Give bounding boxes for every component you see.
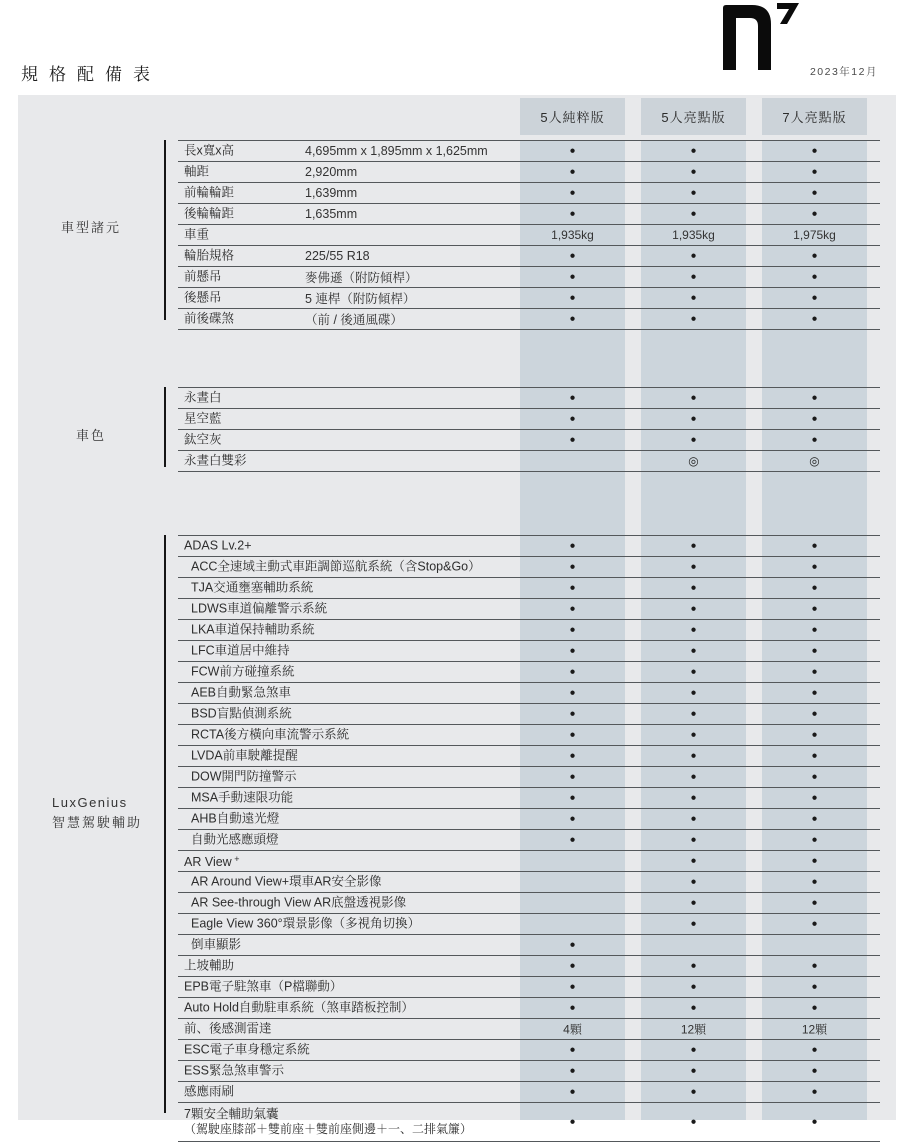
- value-cell: ◎: [688, 454, 699, 468]
- value-cell: ●: [569, 392, 576, 404]
- value-cell: ●: [569, 771, 576, 783]
- value-cell: ●: [690, 208, 697, 220]
- table-row: [178, 387, 880, 409]
- table-row: [178, 183, 880, 204]
- value-cell: ●: [690, 313, 697, 325]
- value-cell: ●: [569, 1116, 576, 1128]
- value-cell: ●: [690, 666, 697, 678]
- feature-label: 前、後感測雷達: [184, 1021, 272, 1036]
- value-cell: ●: [569, 750, 576, 762]
- value-cell: ●: [690, 187, 697, 199]
- table-row: [178, 683, 880, 704]
- value-cell: ●: [569, 960, 576, 972]
- table-row: [178, 620, 880, 641]
- value-cell: ●: [811, 1086, 818, 1098]
- table-row: [178, 204, 880, 225]
- value-cell: ●: [569, 1044, 576, 1056]
- feature-label: 前懸吊: [184, 269, 222, 284]
- value-cell: 1,975kg: [793, 228, 836, 242]
- page-title: 規格配備表: [21, 65, 161, 84]
- section-luxgenius-rows: [178, 535, 880, 1142]
- table-row: [178, 1019, 880, 1040]
- value-cell: ●: [569, 939, 576, 951]
- feature-label: AR See-through View AR底盤透視影像: [191, 895, 407, 910]
- spec-value: （前 / 後通風碟）: [305, 313, 403, 327]
- feature-label: 輪胎規格: [184, 248, 235, 263]
- value-cell: ●: [690, 413, 697, 425]
- luxgenius-label-line1: LuxGenius: [52, 795, 128, 810]
- value-cell: ●: [569, 413, 576, 425]
- feature-label: 長x寬x高: [184, 143, 235, 158]
- value-cell: ●: [690, 1002, 697, 1014]
- value-cell: ●: [811, 145, 818, 157]
- value-cell: ●: [690, 729, 697, 741]
- value-cell: ●: [811, 876, 818, 888]
- value-cell: ◎: [809, 454, 820, 468]
- value-cell: ●: [811, 981, 818, 993]
- document-date: 2023年12月: [809, 66, 878, 78]
- feature-label: 永晝白: [184, 390, 222, 405]
- feature-label: 軸距: [184, 164, 210, 179]
- feature-label: 7顆安全輔助氣囊 （駕駛座膝部＋雙前座＋雙前座側邊＋一、二排氣簾）: [184, 1107, 473, 1136]
- value-cell: ●: [690, 876, 697, 888]
- table-row: [178, 830, 880, 851]
- feature-label: 上坡輔助: [184, 958, 235, 973]
- feature-label: 車重: [184, 227, 210, 242]
- table-row: [178, 430, 880, 451]
- column-header-trim-3: 7人亮點版: [762, 98, 867, 135]
- spec-value: 5 連桿（附防傾桿）: [305, 292, 416, 306]
- value-cell: ●: [811, 434, 818, 446]
- value-cell: ●: [569, 1002, 576, 1014]
- value-cell: ●: [569, 208, 576, 220]
- feature-label: TJA交通壅塞輔助系統: [191, 580, 314, 595]
- feature-label: 永晝白雙彩: [184, 453, 247, 468]
- table-row: [178, 746, 880, 767]
- spec-value: 2,920mm: [305, 165, 358, 179]
- table-row: [178, 309, 880, 330]
- value-cell: ●: [811, 187, 818, 199]
- value-cell: ●: [569, 561, 576, 573]
- value-cell: ●: [690, 645, 697, 657]
- value-cell: 12顆: [801, 1022, 828, 1037]
- feature-label: AHB自動遠光燈: [191, 811, 280, 826]
- feature-label: FCW前方碰撞系統: [191, 664, 295, 679]
- feature-label: AR Around View+環車AR安全影像: [191, 874, 382, 889]
- table-row: [178, 725, 880, 746]
- table-row: [178, 788, 880, 809]
- table-row: [178, 998, 880, 1019]
- feature-label: ADAS Lv.2+: [184, 538, 252, 553]
- spec-table: [18, 95, 896, 1136]
- value-cell: ●: [569, 250, 576, 262]
- table-row: [178, 599, 880, 620]
- feature-label: 鈦空灰: [184, 432, 222, 447]
- value-cell: ●: [811, 292, 818, 304]
- value-cell: ●: [569, 813, 576, 825]
- section-rule-specs: [164, 140, 166, 320]
- spec-value: 1,639mm: [305, 186, 358, 200]
- value-cell: ●: [690, 250, 697, 262]
- table-row: [178, 267, 880, 288]
- value-cell: ●: [690, 981, 697, 993]
- table-row: [178, 977, 880, 998]
- value-cell: ●: [690, 750, 697, 762]
- value-cell: ●: [569, 540, 576, 552]
- value-cell: ●: [811, 392, 818, 404]
- value-cell: ●: [690, 813, 697, 825]
- value-cell: ●: [811, 540, 818, 552]
- value-cell: ●: [811, 960, 818, 972]
- value-cell: ●: [690, 292, 697, 304]
- value-cell: ●: [811, 1044, 818, 1056]
- section-label-specs: 車型諸元: [60, 220, 121, 235]
- table-row: [178, 662, 880, 683]
- value-cell: ●: [569, 434, 576, 446]
- feature-label: LKA車道保持輔助系統: [191, 622, 315, 637]
- value-cell: ●: [569, 292, 576, 304]
- section-label-colors: 車色: [75, 428, 106, 443]
- table-row: [178, 893, 880, 914]
- feature-label: ACC全速域主動式車距調節巡航系統（含Stop&Go）: [191, 559, 481, 574]
- table-row: [178, 809, 880, 830]
- feature-label: 前後碟煞: [184, 311, 235, 326]
- value-cell: 1,935kg: [551, 228, 594, 242]
- value-cell: ●: [569, 145, 576, 157]
- value-cell: ●: [690, 792, 697, 804]
- value-cell: 12顆: [680, 1022, 707, 1037]
- table-row: [178, 956, 880, 977]
- value-cell: ●: [569, 603, 576, 615]
- feature-label: 倒車顯影: [191, 937, 242, 952]
- spec-value: 225/55 R18: [305, 249, 370, 263]
- feature-label: 後輪輪距: [184, 206, 235, 221]
- value-cell: ●: [690, 392, 697, 404]
- feature-label: 感應雨刷: [184, 1084, 235, 1099]
- value-cell: ●: [811, 1065, 818, 1077]
- value-cell: ●: [569, 834, 576, 846]
- table-row: [178, 162, 880, 183]
- value-cell: ●: [811, 708, 818, 720]
- feature-label: 星空藍: [184, 411, 222, 426]
- value-cell: ●: [811, 624, 818, 636]
- table-row: [178, 767, 880, 788]
- value-cell: ●: [569, 313, 576, 325]
- spec-value: 麥佛遜（附防傾桿）: [305, 271, 418, 285]
- value-cell: ●: [569, 792, 576, 804]
- value-cell: ●: [811, 918, 818, 930]
- feature-label: 前輪輪距: [184, 185, 235, 200]
- value-cell: 4顆: [563, 1022, 582, 1037]
- n7-logo-icon: [723, 3, 801, 70]
- feature-label: 自動光感應頭燈: [191, 832, 279, 847]
- value-cell: ●: [811, 250, 818, 262]
- table-row: [178, 1040, 880, 1061]
- value-cell: ●: [690, 1044, 697, 1056]
- value-cell: ●: [690, 708, 697, 720]
- value-cell: ●: [690, 145, 697, 157]
- column-header-trim-2: 5人亮點版: [641, 98, 746, 135]
- value-cell: ●: [569, 1086, 576, 1098]
- value-cell: ●: [569, 187, 576, 199]
- section-rule-luxgenius: [164, 535, 166, 1113]
- value-cell: ●: [569, 166, 576, 178]
- feature-label: Eagle View 360°環景影像（多視角切換）: [191, 916, 421, 931]
- table-row: [178, 535, 880, 557]
- value-cell: ●: [569, 624, 576, 636]
- spec-value: 1,635mm: [305, 207, 358, 221]
- table-row: [178, 704, 880, 725]
- feature-label: LFC車道居中維持: [191, 643, 290, 658]
- value-cell: ●: [690, 271, 697, 283]
- table-row: [178, 851, 880, 872]
- table-row: [178, 1082, 880, 1103]
- table-row: [178, 935, 880, 956]
- value-cell: ●: [811, 582, 818, 594]
- value-cell: ●: [569, 271, 576, 283]
- value-cell: ●: [569, 1065, 576, 1077]
- section-specs-rows: [178, 140, 880, 330]
- value-cell: ●: [690, 1086, 697, 1098]
- table-row: [178, 246, 880, 267]
- value-cell: ●: [811, 413, 818, 425]
- value-cell: ●: [569, 687, 576, 699]
- table-row: [178, 578, 880, 599]
- column-header-trim-1: 5人純粹版: [520, 98, 625, 135]
- value-cell: ●: [690, 1065, 697, 1077]
- value-cell: ●: [811, 834, 818, 846]
- value-cell: 1,935kg: [672, 228, 715, 242]
- value-cell: ●: [811, 1002, 818, 1014]
- table-row: [178, 288, 880, 309]
- value-cell: ●: [569, 729, 576, 741]
- value-cell: ●: [690, 603, 697, 615]
- value-cell: ●: [690, 918, 697, 930]
- feature-label: BSD盲點偵測系統: [191, 706, 292, 721]
- value-cell: ●: [811, 271, 818, 283]
- value-cell: ●: [811, 208, 818, 220]
- value-cell: ●: [690, 855, 697, 867]
- value-cell: ●: [811, 729, 818, 741]
- table-row: [178, 914, 880, 935]
- value-cell: ●: [811, 645, 818, 657]
- table-row: [178, 140, 880, 162]
- value-cell: ●: [811, 1116, 818, 1128]
- value-cell: ●: [811, 603, 818, 615]
- value-cell: ●: [811, 313, 818, 325]
- feature-label: RCTA後方橫向車流警示系統: [191, 727, 350, 742]
- table-row: [178, 872, 880, 893]
- table-row: [178, 1103, 880, 1142]
- section-rule-colors: [164, 387, 166, 467]
- feature-label: ESS緊急煞車警示: [184, 1063, 285, 1078]
- value-cell: ●: [690, 561, 697, 573]
- n7-logo: [723, 3, 801, 75]
- spec-value: 4,695mm x 1,895mm x 1,625mm: [305, 144, 488, 158]
- value-cell: ●: [690, 434, 697, 446]
- value-cell: ●: [690, 771, 697, 783]
- feature-label: ESC電子車身穩定系統: [184, 1042, 310, 1057]
- value-cell: ●: [690, 540, 697, 552]
- value-cell: ●: [569, 582, 576, 594]
- value-cell: ●: [690, 166, 697, 178]
- value-cell: ●: [690, 582, 697, 594]
- value-cell: ●: [569, 708, 576, 720]
- value-cell: ●: [690, 960, 697, 972]
- value-cell: ●: [690, 834, 697, 846]
- feature-label: LDWS車道偏離警示系統: [191, 601, 328, 616]
- feature-label: AR View +: [184, 854, 240, 869]
- value-cell: ●: [690, 687, 697, 699]
- feature-label: LVDA前車駛離提醒: [191, 748, 298, 763]
- table-row: [178, 451, 880, 472]
- section-label-luxgenius: [52, 793, 142, 833]
- feature-label: Auto Hold自動駐車系統（煞車踏板控制）: [184, 1000, 414, 1015]
- table-row: [178, 409, 880, 430]
- feature-label: AEB自動緊急煞車: [191, 685, 292, 700]
- value-cell: ●: [811, 855, 818, 867]
- feature-label: DOW開門防撞警示: [191, 769, 297, 784]
- value-cell: ●: [690, 1116, 697, 1128]
- value-cell: ●: [811, 166, 818, 178]
- value-cell: ●: [811, 897, 818, 909]
- table-row: [178, 225, 880, 246]
- value-cell: ●: [690, 897, 697, 909]
- value-cell: ●: [811, 687, 818, 699]
- value-cell: ●: [811, 771, 818, 783]
- luxgenius-label-line2: 智慧駕駛輔助: [52, 815, 143, 830]
- table-row: [178, 1061, 880, 1082]
- feature-label: EPB電子駐煞車（P檔聯動）: [184, 979, 343, 994]
- value-cell: ●: [811, 750, 818, 762]
- value-cell: ●: [811, 792, 818, 804]
- feature-label: 後懸吊: [184, 290, 222, 305]
- value-cell: ●: [811, 666, 818, 678]
- table-row: [178, 641, 880, 662]
- section-colors-rows: [178, 387, 880, 472]
- value-cell: ●: [811, 561, 818, 573]
- value-cell: ●: [569, 981, 576, 993]
- value-cell: ●: [569, 645, 576, 657]
- feature-label: MSA手動速限功能: [191, 790, 294, 805]
- value-cell: ●: [690, 624, 697, 636]
- table-row: [178, 557, 880, 578]
- value-cell: ●: [811, 813, 818, 825]
- value-cell: ●: [569, 666, 576, 678]
